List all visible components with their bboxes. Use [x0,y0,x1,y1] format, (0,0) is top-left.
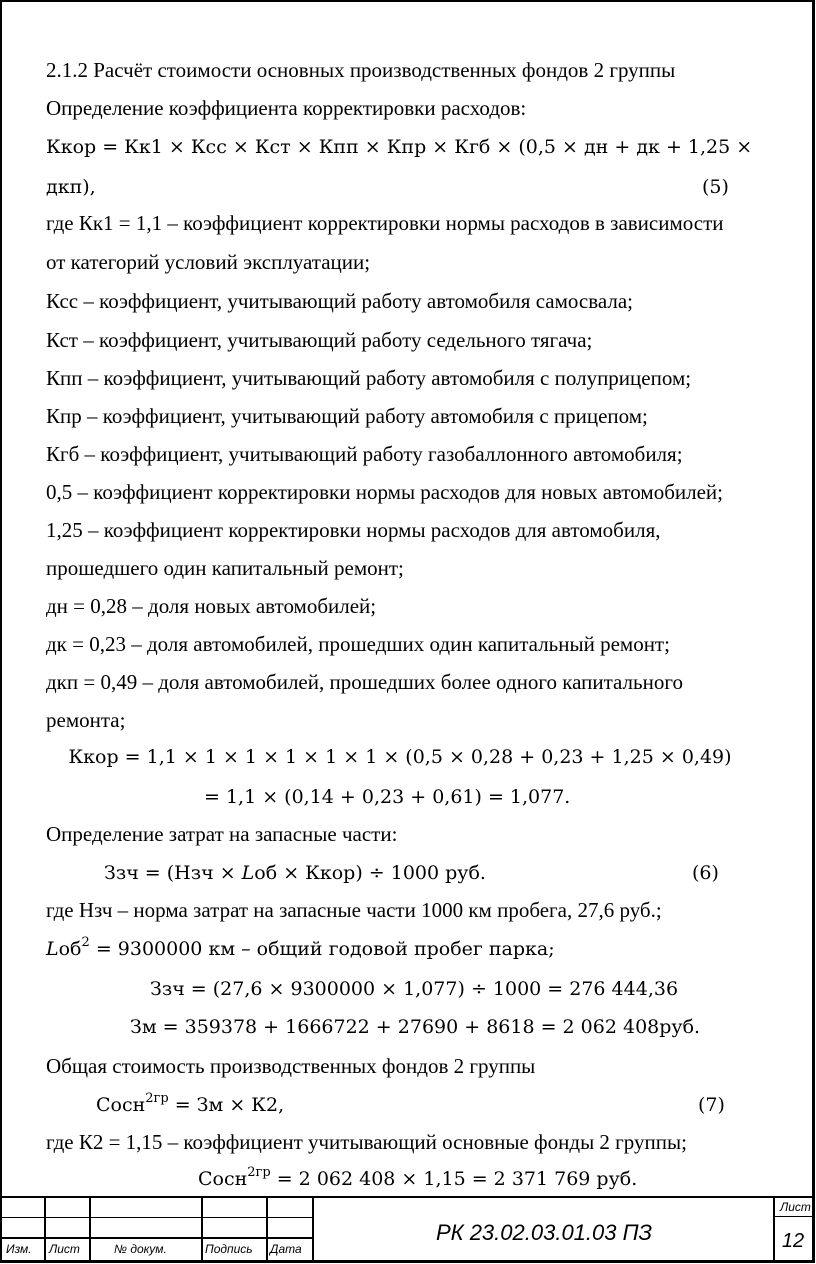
calc-total: Сосн$^{2гр}$ = 2 062 408 × 1,15 = 2 371 769 руб. [198,1165,638,1190]
calc-total-superscript: 2гр [247,1165,271,1180]
document-code: РК 23.02.03.01.03 ПЗ [435,1220,653,1245]
def-kgb: Кгб – коэффициент, учитывающий работу газобаллонного автомобиля; [46,442,683,466]
lob-superscript: 2 [81,935,90,950]
def-dn: дн = 0,28 – доля новых автомобилей; [46,594,377,618]
intro-spare-parts: Определение затрат на запасные части: [46,822,398,846]
def-lob [46,935,555,960]
stamp-izm-label: Изм. [6,1242,32,1256]
title-block [0,1196,813,1261]
formula-5-line-1: Ккор = Кк1 × Ксс × Кст × Кпп × Кпр × Кгб × (0,5 × дн + дк + 1,25 × [46,136,753,158]
where-kk1-line-2: от категорий условий эксплуатации; [46,250,371,274]
stamp-doc-no-label: № докум. [114,1242,167,1256]
lob-definition: = 9300000 км – общий годовой пробег парка; [89,938,555,960]
def-125-line-2: прошедшего один капитальный ремонт; [46,556,404,580]
def-125-line-1: 1,25 – коэффициент корректировки нормы расходов для автомобиля, [46,518,661,542]
def-dkp-line-1: дкп = 0,49 – доля автомобилей, прошедших более одного капитального [46,670,683,694]
calc-kkor-line-2: = 1,1 × (0,14 + 0,23 + 0,61) = 1,077. [204,786,571,808]
def-kpr: Кпр – коэффициент, учитывающий работу автомобиля с прицепом; [46,404,648,428]
stamp-list-label: Лист [49,1242,80,1256]
calc-zzch: Ззч = (27,6 × 9300000 × 1,077) ÷ 1000 = 276 444,36 [150,978,679,1000]
formula-5-line-2: дкп), [46,176,96,198]
formula-6: Ззч = (Нзч × 𝐿об × Ккор) ÷ 1000 руб. [104,862,486,884]
intro-total: Общая стоимость производственных фондов 2 группы [46,1054,536,1078]
calc-kkor-line-1: Ккор = 1,1 × 1 × 1 × 1 × 1 × 1 × (0,5 × 0,28 + 0,23 + 1,25 × 0,49) [68,746,732,768]
def-kpp: Кпп – коэффициент, учитывающий работу автомобиля с полуприцепом; [46,366,692,390]
def-05: 0,5 – коэффициент корректировки нормы расходов для новых автомобилей; [46,480,723,504]
formula-7: Сосн$^{2гр}$ = Зм × К2, [96,1091,285,1116]
intro-correction: Определение коэффициента корректировки расходов: [46,96,527,120]
def-kss: Ксс – коэффициент, учитывающий работу автомобиля самосвала; [46,289,634,313]
where-nzch: где Нзч – норма затрат на запасные части 1000 км пробега, 27,6 руб.; [46,898,662,922]
where-k2: где К2 = 1,15 – коэффициент учитывающий основные фонды 2 группы; [46,1130,687,1154]
formula-5-number: (5) [702,176,729,198]
def-dkp-line-2: ремонта; [46,708,126,732]
sheet-number: 12 [781,1230,805,1252]
where-kk1-line-1: где Кк1 = 1,1 – коэффициент корректировки нормы расходов в зависимости [46,211,724,235]
section-heading: 2.1.2 Расчёт стоимости основных производственных фондов 2 группы [46,58,676,82]
lob-symbol: 𝐿об [46,938,82,960]
def-dk: дк = 0,23 – доля автомобилей, прошедших один капитальный ремонт; [46,632,670,656]
stamp-signature-label: Подпись [205,1242,253,1256]
def-kst: Кст – коэффициент, учитывающий работу седельного тягача; [46,328,593,352]
formula-6-number: (6) [692,862,719,884]
calc-zm: Зм = 359378 + 1666722 + 27690 + 8618 = 2 062 408руб. [130,1016,701,1038]
formula-7-number: (7) [698,1094,725,1116]
stamp-sheet-label: Лист [780,1200,811,1214]
stamp-date-label: Дата [270,1242,302,1256]
formula-7-superscript: 2гр [145,1091,169,1106]
